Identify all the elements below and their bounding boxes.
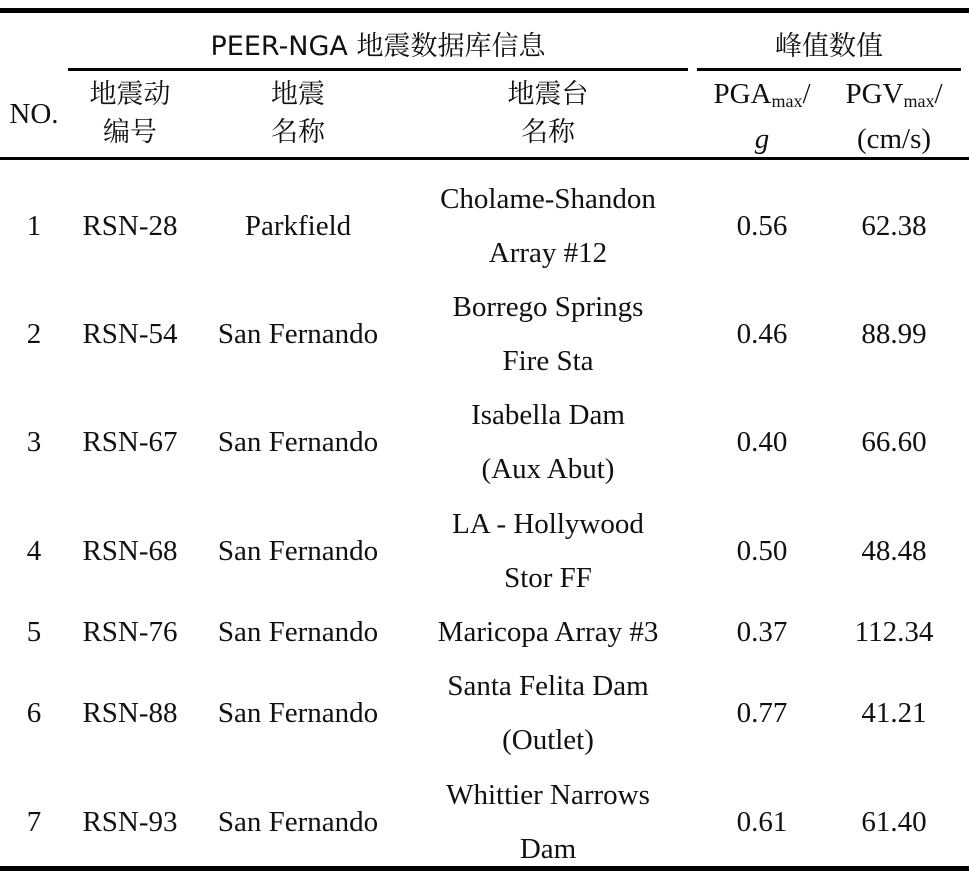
cell-event: San Fernando (217, 616, 379, 648)
cell-event: San Fernando (217, 806, 379, 838)
cell-pgv: 48.48 (861, 535, 927, 567)
cell-pga: 0.50 (736, 535, 788, 567)
cell-pgv: 41.21 (861, 697, 927, 729)
cell-station: Whittier Narrows Dam (446, 779, 650, 865)
col-header-pgv (827, 76, 961, 156)
group-header-peak: 峰值数值 (775, 30, 883, 62)
cell-pga: 0.56 (736, 210, 788, 242)
cell-no: 1 (26, 210, 42, 242)
cell-no: 4 (26, 535, 42, 567)
cell-station: Borrego Springs Fire Sta (452, 291, 644, 377)
cell-rsn: RSN-93 (82, 806, 178, 838)
col-header-event: 地震 名称 (271, 79, 325, 148)
col-header-no: NO. (9, 98, 59, 130)
pgv-unit: (cm/s) (856, 122, 932, 155)
cell-no: 2 (26, 318, 42, 350)
cell-no: 3 (26, 426, 42, 458)
top-rule (0, 8, 969, 13)
header-bottom-rule (0, 157, 969, 160)
cell-event: San Fernando (217, 697, 379, 729)
cell-pga: 0.37 (736, 616, 788, 648)
pga-unit: g (754, 122, 770, 155)
cell-pgv: 62.38 (861, 210, 927, 242)
cell-station: LA - Hollywood Stor FF (452, 508, 644, 594)
cell-pga: 0.61 (736, 806, 788, 838)
cell-rsn: RSN-88 (82, 697, 178, 729)
cell-station: Maricopa Array #3 (437, 616, 659, 648)
cell-rsn: RSN-54 (82, 318, 178, 350)
cell-pgv: 61.40 (861, 806, 927, 838)
group-underline-database (68, 68, 688, 71)
cell-rsn: RSN-68 (82, 535, 178, 567)
group-header-database: PEER-NGA 地震数据库信息 (210, 30, 546, 62)
pgv-label: $PGV_{max}/$ (845, 77, 943, 111)
cell-event: San Fernando (217, 535, 379, 567)
col-header-station: 地震台 名称 (507, 79, 589, 148)
cell-station: Cholame-Shandon Array #12 (440, 183, 656, 269)
cell-pga: 0.77 (736, 697, 788, 729)
cell-station: Santa Felita Dam (Outlet) (447, 670, 649, 756)
cell-station: Isabella Dam (Aux Abut) (471, 399, 625, 485)
cell-no: 6 (26, 697, 42, 729)
cell-pgv: 88.99 (861, 318, 927, 350)
cell-rsn: RSN-67 (82, 426, 178, 458)
cell-pga: 0.46 (736, 318, 788, 350)
cell-rsn: RSN-76 (82, 616, 178, 648)
cell-event: Parkfield (244, 210, 352, 242)
cell-no: 5 (26, 616, 42, 648)
col-header-pga (697, 76, 827, 156)
group-underline-peak (697, 68, 961, 71)
cell-pgv: 112.34 (854, 616, 934, 648)
cell-pgv: 66.60 (861, 426, 927, 458)
cell-no: 7 (26, 806, 42, 838)
cell-pga: 0.40 (736, 426, 788, 458)
cell-event: San Fernando (217, 318, 379, 350)
col-header-rsn: 地震动 编号 (89, 79, 171, 148)
pga-label: $PGA_{max}/$ (713, 77, 811, 111)
cell-event: San Fernando (217, 426, 379, 458)
cell-rsn: RSN-28 (82, 210, 178, 242)
